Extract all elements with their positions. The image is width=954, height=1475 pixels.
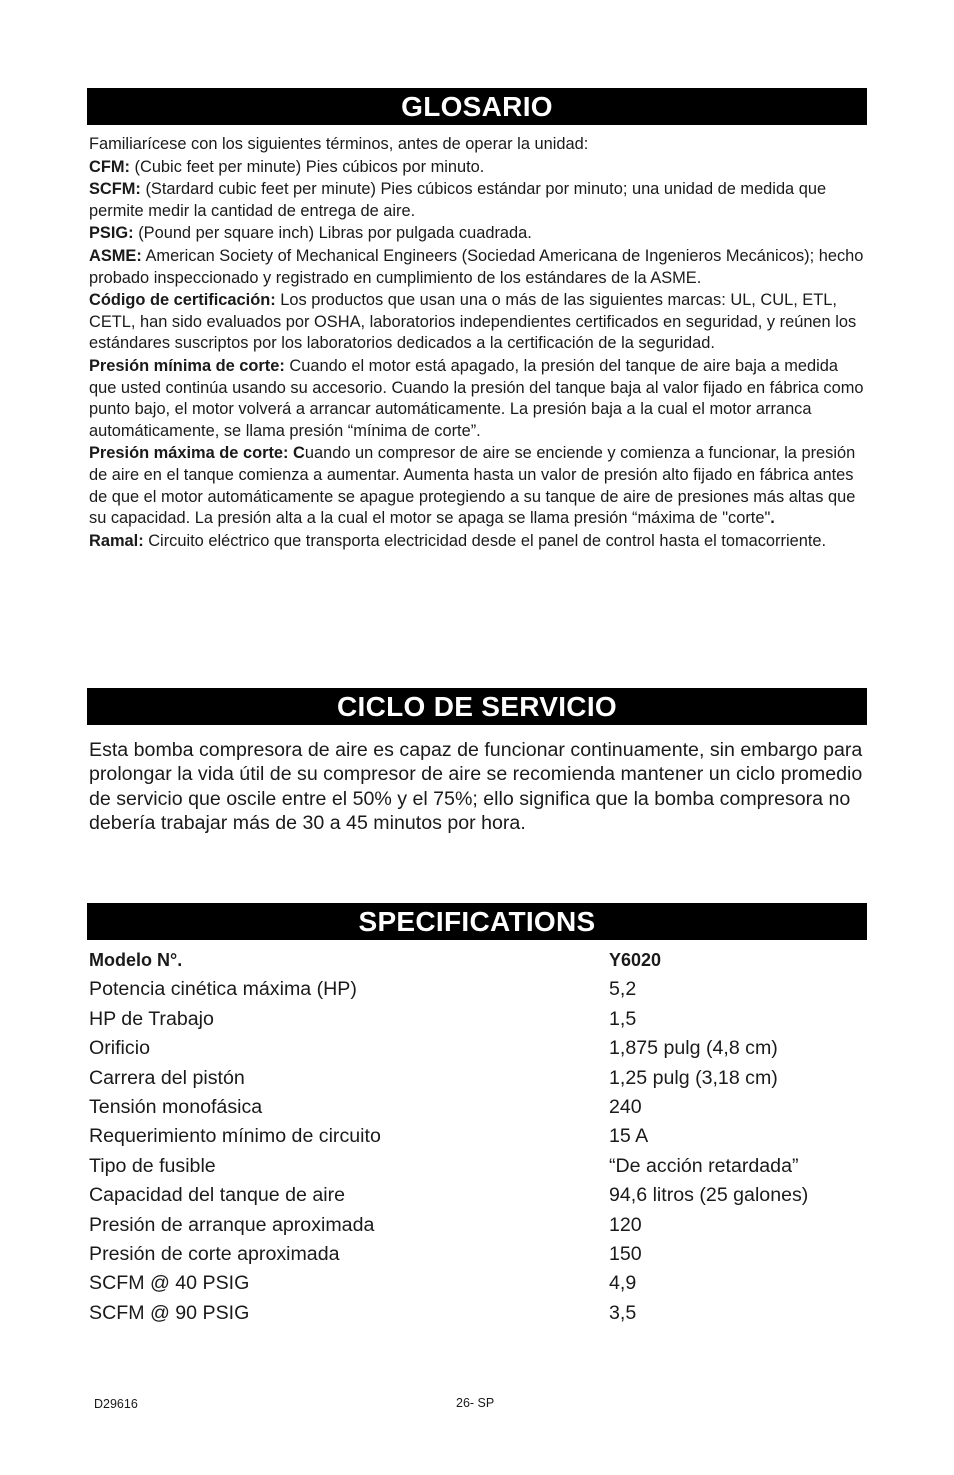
glossary-intro: Familiarícese con los siguientes términos, antes de operar la unidad:: [89, 135, 589, 153]
spec-row: [89, 1269, 849, 1298]
spec-row: [89, 1064, 849, 1093]
glossary-entry-psig: [89, 223, 864, 245]
spec-label: Potencia cinética máxima (HP): [89, 978, 357, 1001]
duty-cycle-text: Esta bomba compresora de aire es capaz de funcionar continuamente, sin embargo para prolongar la vida útil de su compresor de aire se recomienda mantener un ciclo promedio de servicio que oscile entre el 50% y el 75%; ello significa que la bomba compresora no debería trabajar más de 30 a 45 minutos por hora.: [89, 739, 863, 835]
spec-row: [89, 1093, 849, 1122]
spec-label: Modelo N°.: [89, 950, 183, 970]
glossary-term: CFM:: [89, 157, 130, 176]
spec-row: [89, 1181, 849, 1210]
spec-label: Orificio: [89, 1037, 150, 1060]
spec-label: Tipo de fusible: [89, 1154, 216, 1177]
spec-row: [89, 1240, 849, 1269]
spec-value: 4,9: [609, 1272, 637, 1295]
glossary-definition: (Cubic feet per minute) Pies cúbicos por minuto.: [129, 157, 485, 176]
spec-label: SCFM @ 90 PSIG: [89, 1301, 250, 1324]
spec-row: [89, 1005, 849, 1034]
spec-row: [89, 1152, 849, 1181]
glossary-term: PSIG:: [89, 224, 134, 243]
glossary-entry-cfm: [89, 157, 864, 179]
spec-row: [89, 1299, 849, 1328]
specifications-heading: SPECIFICATIONS: [87, 903, 867, 940]
spec-label: Capacidad del tanque de aire: [89, 1184, 346, 1207]
spec-label: Presión de arranque aproximada: [89, 1213, 375, 1236]
glossary-section: [89, 134, 864, 552]
spec-value: 240: [609, 1095, 642, 1118]
spec-value: 1,25 pulg (3,18 cm): [609, 1066, 778, 1089]
spec-label: Carrera del pistón: [89, 1066, 245, 1089]
spec-label: SCFM @ 40 PSIG: [89, 1272, 250, 1295]
spec-row: [89, 1034, 849, 1063]
glossary-entry-branch: [89, 531, 864, 553]
glossary-definition: uando un compresor de aire se enciende y comienza a funcionar, la presión de aire en el tanque comienza a aumentar. Aumenta hasta un valor de presión alto fijado en fábrica antes de que el motor automáticamente se apague protegiendo a su tanque de aire de presiones más altas que su capacidad. La presión alta a la cual el motor se apaga se llama presión “máxima de "corte": [89, 444, 856, 528]
glossary-entry-max-pressure: [89, 443, 864, 529]
doc-number: D29616: [94, 1397, 138, 1411]
spec-header-row: [89, 946, 849, 975]
glossary-heading: GLOSARIO: [87, 88, 867, 125]
glossary-term: ASME:: [89, 246, 142, 265]
page-number: 26- SP: [456, 1396, 495, 1410]
spec-value: Y6020: [609, 950, 662, 970]
spec-label: Requerimiento mínimo de circuito: [89, 1125, 381, 1148]
spec-value: 94,6 litros (25 galones): [609, 1184, 809, 1207]
spec-value: 150: [609, 1242, 642, 1265]
spec-row: [89, 1122, 849, 1151]
glossary-entry-certification: [89, 290, 864, 355]
spec-value: 120: [609, 1213, 642, 1236]
glossary-definition: Los productos que usan una o más de las siguientes marcas: UL, CUL, ETL, CETL, han sido evaluados por OSHA, laboratorios independientes certificados en seguridad, y reúnen los estándares suscriptos por los laboratorios dedicados a la certificación de la seguridad.: [89, 291, 857, 353]
spec-row: [89, 1211, 849, 1240]
glossary-definition: (Stardard cubic feet per minute) Pies cúbicos estándar por minuto; una unidad de medida que permite medir la cantidad de entrega de aire.: [89, 180, 827, 220]
glossary-term: Presión mínima de corte:: [89, 356, 285, 375]
glossary-entry-asme: [89, 246, 864, 289]
glossary-definition: Cuando el motor está apagado, la presión del tanque de aire baja a medida que usted continúa usando su accesorio. Cuando la presión del tanque baja al valor fijado en fábrica como punto bajo, el motor volverá a arrancar automáticamente. La presión baja a la cual el motor arranca automáticamente, se llama presión “mínima de corte”.: [89, 356, 864, 440]
glossary-term: Ramal:: [89, 531, 144, 550]
spec-value: “De acción retardada”: [609, 1154, 799, 1177]
spec-value: 1,875 pulg (4,8 cm): [609, 1037, 778, 1060]
spec-value: 5,2: [609, 978, 637, 1001]
glossary-term: Código de certificación:: [89, 291, 276, 310]
spec-label: Presión de corte aproximada: [89, 1242, 340, 1265]
spec-value: 3,5: [609, 1301, 637, 1324]
glossary-definition: Circuito eléctrico que transporta electricidad desde el panel de control hasta el tomacorriente.: [143, 531, 827, 550]
duty-cycle-heading: CICLO DE SERVICIO: [87, 688, 867, 725]
glossary-definition: American Society of Mechanical Engineers (Sociedad Americana de Ingenieros Mecánicos); hecho probado inspeccionado y registrado en cumplimiento de los estándares de la ASME.: [89, 246, 864, 287]
glossary-entry-min-pressure: [89, 356, 864, 442]
spec-label: Tensión monofásica: [89, 1095, 263, 1118]
spec-label: HP de Trabajo: [89, 1007, 214, 1030]
specifications-table: [89, 946, 849, 1328]
spec-value: 1,5: [609, 1007, 637, 1030]
spec-value: 15 A: [609, 1125, 649, 1148]
glossary-definition: (Pound per square inch) Libras por pulgada cuadrada.: [133, 224, 532, 243]
glossary-term: Presión máxima de corte: C: [89, 444, 305, 463]
glossary-term: SCFM:: [89, 180, 141, 199]
glossary-trailing-period: .: [770, 509, 775, 528]
spec-row: [89, 975, 849, 1004]
glossary-entry-scfm: [89, 179, 864, 222]
